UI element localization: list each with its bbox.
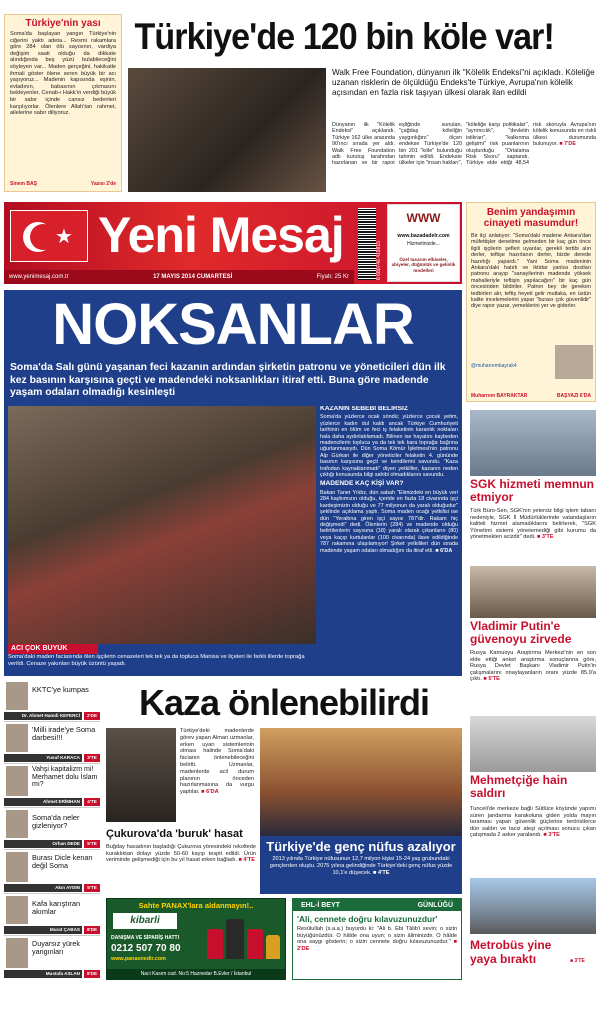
miner-photo [106,728,176,822]
mehmetcik-headline: Mehmetçiğe hain saldırı [470,774,568,801]
slave-lead: Walk Free Foundation, dünyanın ilk "Kölelik Endeksi"ni açıkladı. Köleliğe uzanan risklerin de ölçüldüğü Endeks'te Türkiye, Avrupa'nın kölelik açısından en fazla risk taşıyan ülkesi olarak ilan edildi [332,68,595,97]
slave-body-text: Dünyanın ilk "Kölelik Endeksi" açıklandı. Türkiye 162 ülke arasında 90'ıncı sırada yer aldı. Walk Free Foundation adlı kuruluş tarafından hazırlanan ve bir rapor eşliğinde sunulan, "çağdaş köleliğin yaygınlığını" ölçen endekse Türkiye'de 120 bin 201 "köle" bulunduğu tahmin edildi. Endekste ülkeler için "insan hakları", "köleliğe karşı politikalar", "ayrımcılık", "devletin istikrarı", "kalkınma gelişimi" risk puanlarının oluşturduğu "Ortalama Risk Skoru" saptandı. Türkiye elde ettiği 48,54 risk skoruyla Avrupa'nın kölelik konusunda en riskli ülkesi durumunda bulunuyor. [332,122,596,167]
metro-page-text: 3'TE [574,958,585,964]
ehli-header [293,899,461,911]
rail-title: Duyarsız yürek yangınları [32,939,80,956]
rail-item[interactable] [4,808,100,850]
genc-page: 4'TE [377,869,390,876]
bottle-icon [207,929,223,959]
panax-ad[interactable] [106,898,286,980]
avatar [6,682,28,710]
avatar [6,724,28,752]
ehli-box [292,898,462,980]
right-top-title: Benim yandaşımın cinayeti masumdur! [483,207,579,229]
slave-body: Dünyanın ilk "Kölelik Endeksi" açıklandı. Türkiye 162 ülke arasında 90'ıncı sırada yer aldı. Walk Free Foundation adlı kuruluş tarafından hazırlanan ve bir rapor eşliğinde sunulan, "çağdaş köleliğin yaygınlığını" ölçen endekse Türkiye'de 120 bin 201 "köle" bulunduğu tahmin edildi. Endekste ülkeler için "insan hakları", "köleliğe karşı politikalar", "ayrımcılık", "devletin istikrarı", "kalkınma gelişimi" risk puanlarının oluşturduğu "Ortalama Risk Skoru" saptandı. Türkiye elde ettiği 48,54 risk skoruyla Avrupa'nın kölelik konusunda en riskli ülkesi durumunda bulunuyor. ■ 7'DE [332,122,596,167]
kaza-body: Türkiye'deki madenlerde görev yapan Alman uzmanlar, erken uyarı sistemlerinin olması halinde Soma'daki facianın önlenebileceğini belirtti. Uzmanlar, madenlerde acil durum planının önceden hazırlanmasına da vurgu yaptılar. [180,728,254,796]
rail-item[interactable] [4,850,100,894]
rail-author: Ahmet ERİMHAN [4,798,82,806]
cukurova-text: Buğday hasadının başladığı Çukurova yöresindeki rekoltede kuraklıktan dolayı yüzde 50-60 kayıp tespit edildi. Ürün veriminde gelişmediği için bu yıl hasat erken bağladı. ■ 4'TE [106,844,256,864]
columnist-photo [555,345,593,379]
ad-top-line2: Özel tasarım elbiseler, abiyeler, düğünlük ve gelinlik modelleri [391,257,456,273]
rail-title: 'Milli irade'ye Soma darbesi!!! [32,725,96,742]
metro-photo [470,878,596,934]
right-top-handle[interactable]: @muharrembayrak4 [471,363,517,369]
rail-title: Burası Dicle kenarı değil Soma [32,853,93,870]
right-top-author: Muharrem BAYRAKTAR [471,393,528,399]
rail-title: Kafa karıştıran akımlar [32,899,81,916]
ad-top-line1: Hizmetinizde... [407,241,440,247]
masthead-price: Fiyatı: 25 Kr [316,274,349,280]
rail-item[interactable] [4,764,100,808]
avatar [6,896,28,924]
barcode [358,208,376,280]
kaza-text: Türkiye'deki madenlerde görev yapan Alman uzmanlar, erken uyarı sistemlerinin olması halinde Soma'daki facianın önlenebileceğini belirtti. Uzmanlar, madenlerde acil durum planının önceden hazırlanmasına da vurgu yaptılar. ■ 6'DA [180,728,254,796]
putin-body: Rusya Kamuoyu Araştırma Merkezi'nin en son elde ettiği anket araştırma sonuçlarına göre, Rusya Devlet Başkanı Vladimir Putin'in çalışmalarını onaylayanların oranı yüzde 85,9'a çıktı. [470,650,596,683]
rail-item[interactable] [4,722,100,764]
rail-author: Orhan DEDE [4,840,82,848]
ad-top [387,204,460,282]
mehmetcik-page: 3'TE [548,832,560,839]
avatar [6,938,28,968]
rail-page: 5'TE [84,884,100,892]
genc-body: 2013 yılında Türkiye nüfusunun 12,7 milyon kişisi 15-24 yaş grubundaki gençlerden oluştu. 2075 yılına gelindiğinde Türkiye'deki genç nüfus yüzde 10,1'e düşecek. [269,856,453,876]
main-text2: Bakan Taner Yıldız, dün sabah "Elimizdeki en büyük veri 284 kaybımızın olduğu, içeride en fazla 18 civarında işçi kardeşimizin olduğu ve 77 milyonun da yaralı olduğudur" şeklinde açıklama yaptı. Soma maden ocağı yetkilisi ise dün "Yeraltına giren işçi sayısı 787'dir. Rakam hiç değişmedi" dedi. Ölenlerin (284) ve madende olduğu belirtilenlerin sayısına (18) yaralı olarak çıkanların (80) veya kaçıp kurtulanlar (100 civarında) ilave edildiğinde 787 rakamına ulaşılamıyor! Şirket yetkilileri dün sırada madende yaşam odaları olmadığını da itiraf etti. [320,489,458,554]
mehmetcik-photo [470,716,596,772]
ad-top-logo: WWW [406,211,441,225]
top-left-text: Soma'da başlayan yangın Türkiye'nin ciğerini yaktı adeta... Resmi rakamlara göre 284 olan ölü sayısının, vardiya değişim saati olduğu da dikkate alındığında beş yüzü bulabileceğini söyleyen var... Maden gerçeğini, hakikatle ihmali göster ölene seren büyük bir acı yaşıyoruz... Madenin kapısında eşinin, evladının, babasının çıkmasını bekleyenler, Cenab-ı Hakk'ın verdiği büyük bir sabır içinde cansız bedenleri karşılıyorlar. Ölenlere Allah'tan rahmet, ailelerine sabır diliyoruz. [10,31,116,117]
bottle-icon [266,935,280,959]
panax-title: Sahte PANAX'lara aldanmayın!.. [138,901,254,910]
main-text1: Soma'da yüzlerce ocak söndü; yüzlerce çocuk yetim, yüzlerce kadın dul kaldı ancak Türkiye Cumhuriyeti tarihinin en ölüm ve feci iş felaketinin karanlık noktaları hala daha aydınlatılamadı. Bilinen ise hayatını kaybeden madencilerin topluca ya da tek tek kara toprağa bağrına uğurlanmasıydı. Dün Soma Kömür İşletmesi'nin patronu Alp Gürkan ile diğer yöneticiler felaketin 4. gününde basının karşısına geçti ve kendilerini savundu. "Kaza trafodan kaynaklanmadı" diyen yetkililer, kazanın neden çıktığı konusunda bilgi sahibi olmadıklarını savundu. [320,414,458,479]
panax-addr: Naci Kasım cad. No:5 Haznedar B.Evler / İstanbul [107,969,285,980]
main-deck: Soma'da Salı günü yaşanan feci kazanın ardından şirketin patronu ve yöneticileri dün ilk kez basının karşısına geçti ve madendeki noksanlıkları itiraf etti. Buna göre madende yaşam odaları olmadığı kesinleşti [10,362,446,399]
ehli-page: 2'DE [297,945,310,952]
cukurova-headline: Çukurova'da 'buruk' hasat [106,828,243,840]
avatar [6,852,28,882]
genc-text: 2013 yılında Türkiye nüfusunun 12,7 milyon kişisi 15-24 yaş grubundaki gençlerden oluştu. 2075 yılına gelindiğinde Türkiye'deki genç nüfus yüzde 10,1'e düşecek. ■ 4'TE [269,856,453,876]
rail-author: Akın AYDIN [4,884,82,892]
masthead-url[interactable]: www.yenimesaj.com.tr [9,274,69,280]
masthead-name: Yeni Mesaj [98,207,344,263]
ad-top-site[interactable]: www.bazadadelr.com [397,233,450,239]
masthead-date: 17 MAYIS 2014 CUMARTESİ [153,274,233,280]
bottle-icon [226,919,244,959]
right-top-box [466,202,596,402]
avatar [6,766,28,796]
sgk-body: Türk Büro-Sen, SGK'nın yetersiz bilgi işlem tabanı nedeniyle, SGK İl Müdürlüklerinde vatandaşların kaliteli hizmet alamadıklarını belirterek, "SGK Yönetimi sistemi yönetemediği gibi kurumu da yönetmekten acizdir" dedi. [470,508,596,541]
right-top-body: Bir ilçi anlatıyor: "Soma'daki madene Ankara'dan müfettişler denetime gelmeden bir kaç gün önce ilgili işçilerin şefleri uyarılar, gerekli tertibi alın derler, teftişe hazırlanın derler, bizde derede hazırlığı yapardı." Yani Soma madeninin Ankara'daki hatırlı ve iktidar yanlısı dostları patronu arayıp "sanayilerinin madende yöksek mahalleriyle teftişin yapılacağını" bir kaç gün öncesinden bildiriler. Patron bey de gereken tedbirleri alır, teftiş heyeti gelir mutlaka, en üstün kalite incelemelerini yapar "burası çok güvenlidir" diye rapor yazar, yemeklerini yer ve giderler. [471,233,591,310]
bottle-icon [247,929,263,959]
ehli-headline: 'Ali, cennete doğru kılavuzunuzdur' [297,914,438,924]
photo-tag: ACI ÇOK BÜYÜK [8,644,98,654]
putin-text: Rusya Kamuoyu Araştırma Merkezi'nin en son elde ettiği anket araştırma sonuçlarına göre, Rusya Devlet Başkanı Vladimir Putin'in çalışmalarını onaylayanların oranı yüzde 85,9'a çıktı. ■ 5'TE [470,650,596,683]
top-left-author: Sinem BAŞ [10,181,37,187]
rail-page: 3'TE [84,754,100,762]
panax-site[interactable]: www.panaxnedir.com [111,956,166,962]
rail-author: Dr. Ahmet Hamdi KEFERCİ [4,712,82,720]
sgk-headline: SGK hizmeti memnun etmiyor [470,478,595,505]
ehli-body: Resûlullah (s.a.a.) buyurdu ki: "Ali b. Ebi Tâlib'i sevin; o sizin büyüğünüzdür. O hâlde ona uyun; o sizin âliminizdir. O hâlde ona saygı gösterin; o sizin cennete doğru kılavuzunuzdur." [297,926,457,946]
sgk-photo [470,410,596,476]
left-rail [4,680,100,980]
rail-page: 2'DE [84,712,100,720]
masthead-bar [4,270,354,284]
kaza-headline: Kaza önlenebilirdi [138,682,430,723]
sgk-page: 3'TE [541,534,554,541]
masthead [4,202,462,284]
metro-headline: Metrobüs yine yaya bıraktı [470,938,552,966]
main-sub1: KAZANIN SEBEBİ BELİRSİZ [320,406,408,412]
rail-title: KKTC'ye kumpas [32,685,89,694]
rail-title: Vahşi kapitalizm mi! Merhamet dolu İslam mı? [32,766,98,789]
ehli-text: Resûlullah (s.a.a.) buyurdu ki: "Ali b. Ebi Tâlib'i sevin; o sizin büyüğünüzdür. O hâlde ona uyun; o sizin âliminizdir. O hâlde ona saygı gösterin; o sizin cennete doğru kılavuzunuzdur." ■ 2'DE [297,926,457,952]
rail-author: Yusuf KARACA [4,754,82,762]
slave-headline: Türkiye'de 120 bin köle var! [134,16,554,57]
main-text-col: KAZANIN SEBEBİ BELİRSİZ Soma'da yüzlerce ocak söndü; yüzlerce çocuk yetim, yüzlerce kadın dul kaldı ancak Türkiye Cumhuriyeti tarihinin en ölüm ve feci iş felaketinin karanlık noktaları hala daha aydınlatılamadı. Bilinen ise hayatını kaybeden madencilerin topluca ya da tek tek kara toprağa bağrına uğurlanmasıydı. Dün Soma Kömür İşletmesi'nin patronu Alp Gürkan ile diğer yöneticiler felaketin 4. gününde basının karşısına geçti ve kendilerini savundu. "Kaza trafodan kaynaklanmadı" diyen yetkililer, kazanın neden çıktığı konusunda bilgi sahibi olmadıklarını savundu. MADENDE KAÇ KİŞİ VAR? Bakan Taner Yıldız, dün sabah "Elimizdeki en büyük veri 284 kaybımızın olduğu, içeride en fazla 18 civarında işçi kardeşimizin olduğu ve 77 milyonun da yaralı olduğudur" şeklinde açıklama yaptı. Soma maden ocağı yetkilisi ise dün "Yeraltına giren işçi sayısı 787'dir. Rakam hiç değişmedi" dedi. Ölenlerin (284) ve madende olduğu belirtilenlerin sayısına (18) yaralı olarak çıkanların (80) veya kaçıp kurtulanlar (100 civarında) ilave edildiğinde 787 rakamına ulaşılamıyor! Şirket yetkilileri dün sırada madende yaşam odaları olmadığını da itiraf etti. ■ 6'DA [320,406,458,554]
slave-page: 7'DE [564,141,576,148]
putin-page: 5'TE [488,676,500,683]
kaza-page: 6'DA [206,789,219,796]
top-left-title: Türkiye'nin yası [25,18,101,29]
main-page: 6'DA [440,547,453,554]
panax-brand: kibarli [113,913,177,929]
rail-page: 4'TE [84,798,100,806]
ehli-title: EHL-İ BEYT [301,901,340,909]
panax-phone[interactable]: 0212 507 70 80 [111,943,181,954]
panax-line: DANIŞMA VE SİPARİŞ HATTI [111,935,179,941]
genc-box [260,728,462,894]
cukurova-body: Buğday hasadının başladığı Çukurova yöresindeki rekoltede kuraklıktan dolayı yüzde 50-60 kayıp tespit edildi. Ürün veriminde gelişmediği için bu yıl hasat erken bağladı. [106,844,256,864]
top-left-page: Yazısı 2'de [90,181,116,187]
right-top-page: BAŞYAZI 6'DA [556,393,591,399]
rail-item[interactable] [4,680,100,722]
main-story [4,290,462,676]
mehmetcik-text: Tunceli'de merkeze bağlı Sütlüce köyünde yapımı süren jandarma karakoluna giden yolda mayın taraması yapan güvenlik güçlerine teröristlerce dün saldırı ve taciz ateşi açılması sonucu çıkan çatışmada 2 asker yaralandı. ■ 3'TE [470,806,596,839]
main-headline: NOKSANLAR [52,292,414,357]
sgk-text: Türk Büro-Sen, SGK'nın yetersiz bilgi işlem tabanı nedeniyle, SGK İl Müdürlüklerinde vatandaşların kaliteli hizmet alamadıklarını belirterek, "SGK Yönetimi sistemi yönetemediği gibi kurumu da yönetmekten acizdir" dedi. ■ 3'TE [470,508,596,541]
rail-title: Soma'da neler gizleniyor? [32,813,80,830]
rail-item[interactable] [4,894,100,936]
metro-page: ■ 3'TE [570,958,585,964]
top-left-box [4,14,122,192]
rail-author: Mustafa ASLAN [4,970,82,978]
bottle-icons [207,913,281,959]
rail-page: 5'TE [84,840,100,848]
genc-headline: Türkiye'de genç nüfus azalıyor [266,839,456,854]
barcode-number: 8 680746 419815 [376,241,382,280]
putin-photo [470,566,596,618]
slave-photo [128,68,326,192]
photo-caption: Soma'daki maden faciasında ölen işçilerin cenazeleri tek tek ya da topluca Manisa ve ilçeleri ile farklı illerde toprağa verildi. Cenaze yakınları büyük üzüntü yaşadı. [8,654,305,667]
ehli-subtitle: GÜNLÜĞÜ [417,901,453,909]
rail-page: 8'DE [84,970,100,978]
funeral-photo [8,406,316,644]
flag-icon: ★ [10,210,88,262]
rail-author: Murat ÇABAS [4,926,82,934]
mehmetcik-body: Tunceli'de merkeze bağlı Sütlüce köyünde yapımı süren jandarma karakoluna giden yolda mayın taraması yapan güvenlik güçlerine teröristlerce dün saldırı ve taciz ateşi açılması sonucu çıkan çatışmada 2 asker yaralandı. [470,806,596,839]
putin-headline: Vladimir Putin'e güvenoyu zirvede [470,620,572,647]
rail-item[interactable] [4,936,100,980]
rail-page: 8'DE [84,926,100,934]
genc-photo [260,728,462,836]
main-sub2: MADENDE KAÇ KİŞİ VAR? [320,480,404,488]
avatar [6,810,28,838]
cukurova-page: 4'TE [243,857,255,864]
